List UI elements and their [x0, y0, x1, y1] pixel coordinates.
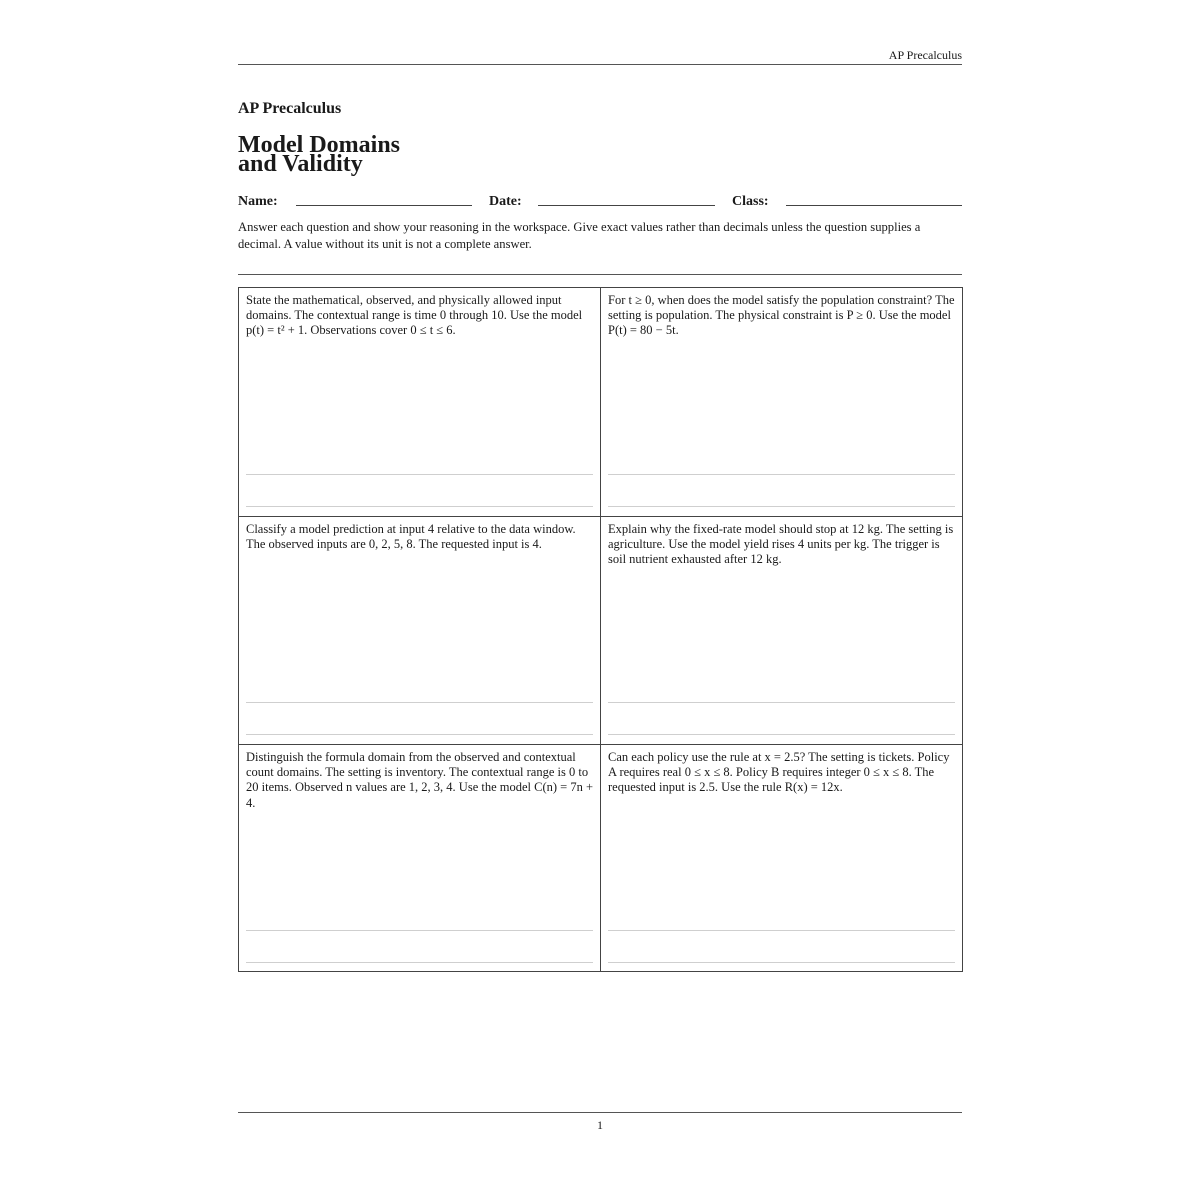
running-header: AP Precalculus — [888, 48, 962, 62]
instructions: Answer each question and show your reasoning in the workspace. Give exact values rather than decimals unless the question supplies a decimal. A value without its unit is not a complete answer. — [238, 220, 921, 251]
name-field[interactable] — [296, 205, 472, 206]
class-field[interactable] — [786, 205, 962, 206]
answer-line[interactable] — [246, 702, 593, 703]
answer-line[interactable] — [246, 506, 593, 507]
class-label: Class: — [732, 194, 769, 209]
answer-line[interactable] — [246, 734, 593, 735]
date-field[interactable] — [538, 205, 715, 206]
question-4-text: Explain why the fixed-rate model should stop at 12 kg. The setting is agriculture. Use the model yield rises 4 units per kg. The trigger is soil nutrient exhausted after 12 kg. — [608, 522, 954, 567]
question-cell-5 — [239, 745, 600, 971]
answer-line[interactable] — [608, 930, 955, 931]
question-5-text: Distinguish the formula domain from the observed and contextual count domains. The setting is inventory. The contextual range is 0 to 20 items. Observed n values are 1, 2, 3, 4. Use the model C(n) = 7n + 4. — [246, 750, 594, 810]
footer-divider — [238, 1112, 962, 1113]
answer-line[interactable] — [246, 962, 593, 963]
answer-line[interactable] — [608, 962, 955, 963]
question-cell-2 — [601, 288, 962, 516]
question-2-text: For t ≥ 0, when does the model satisfy the population constraint? The setting is population. The physical constraint is P ≥ 0. Use the model P(t) = 80 − 5t. — [608, 293, 955, 338]
course-title: AP Precalculus — [238, 100, 342, 117]
answer-line[interactable] — [608, 506, 955, 507]
question-cell-1 — [239, 288, 600, 516]
question-cell-4 — [601, 517, 962, 744]
page-title-line-2: and Validity — [238, 151, 363, 177]
question-6-text: Can each policy use the rule at x = 2.5? The setting is tickets. Policy A requires real 0 ≤ x ≤ 8. Policy B requires integer 0 ≤ x ≤ 8. The requested input is 2.5. Use the rule R(x) = 12x. — [608, 750, 950, 795]
answer-line[interactable] — [608, 702, 955, 703]
answer-line[interactable] — [608, 734, 955, 735]
question-grid — [238, 287, 963, 972]
question-cell-3 — [239, 517, 600, 744]
page-title-line-1: Model Domains — [238, 132, 400, 158]
name-label: Name: — [238, 194, 278, 209]
answer-line[interactable] — [246, 474, 593, 475]
question-1-text: State the mathematical, observed, and physically allowed input domains. The contextual range is time 0 through 10. Use the model p(t) = t² + 1. Observations cover 0 ≤ t ≤ 6. — [246, 293, 583, 338]
page-title — [238, 132, 400, 177]
page-number: 1 — [597, 1118, 603, 1132]
header-divider — [238, 64, 962, 65]
answer-line[interactable] — [608, 474, 955, 475]
question-3-text: Classify a model prediction at input 4 relative to the data window. The observed inputs are 0, 2, 5, 8. The requested input is 4. — [246, 522, 576, 552]
section-divider — [238, 274, 962, 275]
question-cell-6 — [601, 745, 962, 971]
answer-line[interactable] — [246, 930, 593, 931]
date-label: Date: — [489, 194, 522, 209]
